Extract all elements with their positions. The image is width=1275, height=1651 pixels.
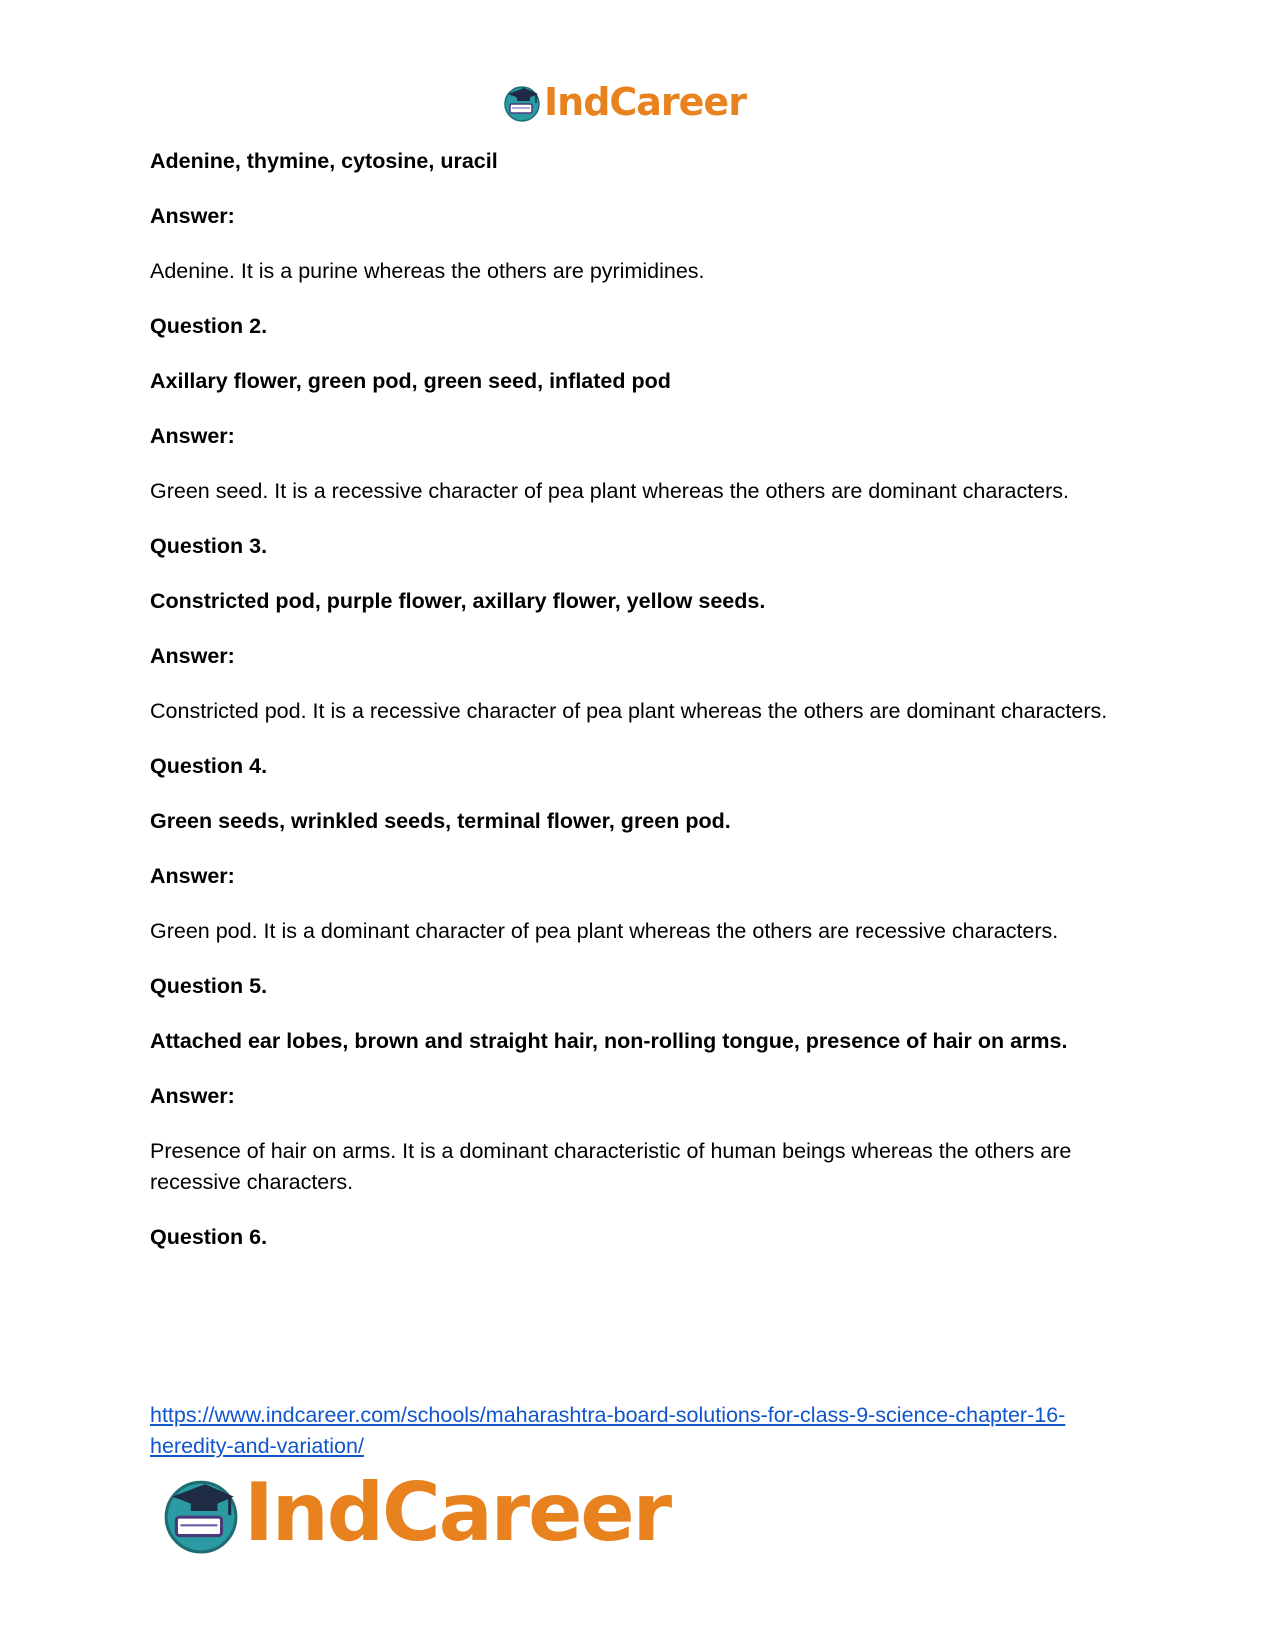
bold-text-line: Question 4. <box>150 754 268 778</box>
answer-text-line: Green pod. It is a dominant character of pea plant whereas the others are recessive characters. <box>150 919 1059 943</box>
bold-text-line: Answer: <box>150 1084 235 1108</box>
logo-text: IndCareer <box>544 80 746 124</box>
footer-logo <box>160 1468 670 1558</box>
source-link[interactable]: https://www.indcareer.com/schools/maharashtra-board-solutions-for-class-9-science-chapter-16-heredity-and-variation/ <box>150 1403 1066 1458</box>
bold-text-line: Question 2. <box>150 314 268 338</box>
bold-text-line: Axillary flower, green pod, green seed, inflated pod <box>150 369 671 393</box>
answer-text-line: Presence of hair on arms. It is a dominant characteristic of human beings whereas the others are recessive characters. <box>150 1139 1072 1194</box>
answer-text-line: Green seed. It is a recessive character of pea plant whereas the others are dominant characters. <box>150 479 1070 503</box>
bold-text-line: Question 6. <box>150 1225 268 1249</box>
bold-text-line: Answer: <box>150 644 235 668</box>
document-body <box>150 146 1130 1277</box>
bold-text-line: Answer: <box>150 864 235 888</box>
header-logo <box>502 78 746 126</box>
graduation-cap-globe-icon <box>160 1472 242 1554</box>
bold-text-line: Constricted pod, purple flower, axillary flower, yellow seeds. <box>150 589 766 613</box>
bold-text-line: Attached ear lobes, brown and straight hair, non-rolling tongue, presence of hair on arms. <box>150 1029 1068 1053</box>
bold-text-line: Adenine, thymine, cytosine, uracil <box>150 149 498 173</box>
bold-text-line: Answer: <box>150 204 235 228</box>
answer-text-line: Constricted pod. It is a recessive character of pea plant whereas the others are dominant characters. <box>150 699 1108 723</box>
logo-text: IndCareer <box>244 1466 671 1559</box>
answer-text-line: Adenine. It is a purine whereas the others are pyrimidines. <box>150 259 705 283</box>
bold-text-line: Green seeds, wrinkled seeds, terminal flower, green pod. <box>150 809 731 833</box>
bold-text-line: Question 5. <box>150 974 268 998</box>
graduation-cap-globe-icon <box>502 82 542 122</box>
bold-text-line: Answer: <box>150 424 235 448</box>
bold-text-line: Question 3. <box>150 534 268 558</box>
